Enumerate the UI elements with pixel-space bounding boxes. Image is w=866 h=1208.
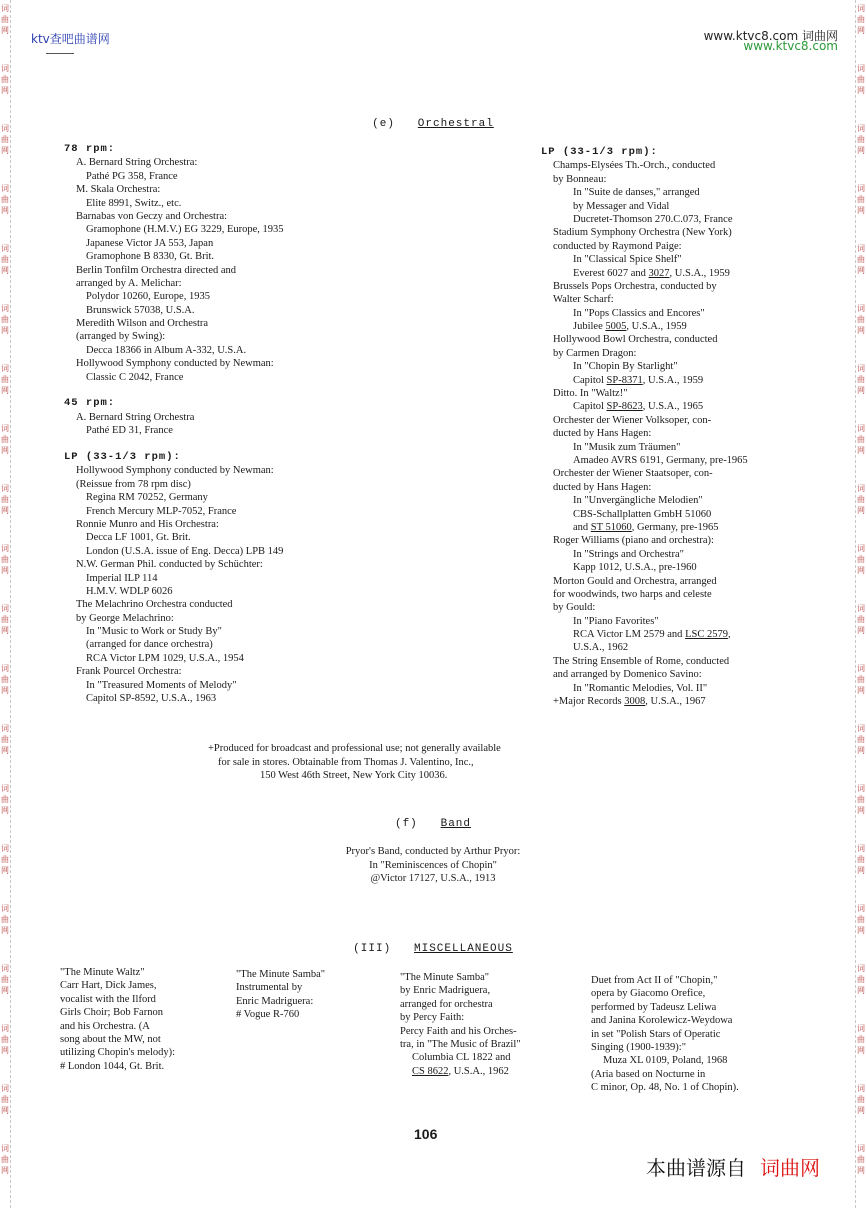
edge-watermark-char: 词 xyxy=(1,4,9,13)
entry-text: , U.S.A., 1959 xyxy=(669,267,730,279)
entry-line: Regina RM 70252, Germany xyxy=(86,492,208,504)
entry-text: Everest 6027 and xyxy=(573,267,649,279)
edge-watermark-char: 词 xyxy=(1,604,9,613)
edge-watermark-char: 词 xyxy=(1,844,9,853)
entry-line: In "Musik zum Träumen" xyxy=(573,441,681,453)
edge-watermark-char: 曲 xyxy=(1,675,9,684)
entry-line: H.M.V. WDLP 6026 xyxy=(86,585,173,597)
edge-watermark-char: 网 xyxy=(857,926,865,935)
entry-line: Hollywood Symphony conducted by Newman: xyxy=(76,465,274,477)
entry-text: , xyxy=(727,629,731,641)
entry-line: by Messager and Vidal xyxy=(573,200,670,212)
catalog-number: 3027 xyxy=(648,267,670,279)
footnote-line: +Produced for broadcast and professional use; not generally available xyxy=(208,743,501,754)
edge-watermark-char: 网 xyxy=(857,266,865,275)
edge-watermark-char: 网 xyxy=(1,806,9,815)
edge-watermark-char: 词 xyxy=(1,664,9,673)
edge-watermark-char: 网 xyxy=(1,1166,9,1175)
edge-watermark-char: 词 xyxy=(1,424,9,433)
entry-line: In "Romantic Melodies, Vol. II" xyxy=(573,682,708,694)
edge-watermark-char: 网 xyxy=(1,326,9,335)
edge-watermark-char: 曲 xyxy=(857,315,865,324)
entry-text: , U.S.A., 1959 xyxy=(626,321,687,333)
edge-watermark-char: 词 xyxy=(857,4,865,13)
entry-line: Gramophone (H.M.V.) EG 3229, Europe, 1935 xyxy=(86,224,284,236)
edge-watermark-char: 词 xyxy=(857,1024,865,1033)
band-line: @Victor 17127, U.S.A., 1913 xyxy=(370,873,496,885)
edge-watermark-char: 曲 xyxy=(857,615,865,624)
entry-line xyxy=(541,320,748,333)
entry-line: and arranged by Domenico Savino: xyxy=(553,669,702,681)
entry-line: Champs-Elysées Th.-Orch., conducted xyxy=(553,160,716,172)
edge-watermark-char: 词 xyxy=(857,784,865,793)
edge-watermark-char: 曲 xyxy=(1,855,9,864)
edge-watermark-char: 网 xyxy=(857,626,865,635)
entry-line: Orchester der Wiener Volksoper, con- xyxy=(553,414,712,426)
entry-line: Classic C 2042, France xyxy=(86,371,184,383)
watermark-bottom-brand: 词曲网 xyxy=(760,1156,820,1180)
misc-line: arranged for orchestra xyxy=(400,998,493,1010)
entry-line: Hollywood Bowl Orchestra, conducted xyxy=(553,334,718,346)
entry-line: The Melachrino Orchestra conducted xyxy=(76,599,233,611)
entry-line: In "Music to Work or Study By" xyxy=(86,626,222,638)
entry-text: and xyxy=(573,521,591,533)
edge-watermark-char: 曲 xyxy=(857,375,865,384)
misc-entry-1 xyxy=(60,966,175,1073)
edge-watermark-char: 网 xyxy=(1,206,9,215)
edge-watermark-char: 曲 xyxy=(1,795,9,804)
group-heading-lp: LP (33-1/3 rpm): xyxy=(64,450,181,463)
page-number: 106 xyxy=(414,1126,438,1142)
edge-watermark-char: 网 xyxy=(857,686,865,695)
edge-watermark-char: 词 xyxy=(857,724,865,733)
entry-line: Pathé PG 358, France xyxy=(86,170,178,182)
edge-watermark-char: 曲 xyxy=(1,915,9,924)
edge-watermark-char: 曲 xyxy=(857,255,865,264)
edge-watermark-char: 词 xyxy=(1,244,9,253)
catalog-number: SP-8623 xyxy=(606,401,643,413)
entry-line: Berlin Tonfilm Orchestra directed and xyxy=(76,264,237,276)
misc-line: C minor, Op. 48, No. 1 of Chopin). xyxy=(591,1082,739,1094)
misc-line xyxy=(400,1065,521,1078)
edge-watermark-char: 词 xyxy=(1,1084,9,1093)
misc-line: Enric Madriguera: xyxy=(236,995,314,1007)
edge-watermark-char: 曲 xyxy=(1,255,9,264)
entry-line: The String Ensemble of Rome, conducted xyxy=(553,655,730,667)
misc-line: Duet from Act II of "Chopin," xyxy=(591,975,718,986)
misc-line: Percy Faith and his Orches- xyxy=(400,1025,517,1037)
entry-line: Brunswick 57038, U.S.A. xyxy=(86,304,195,316)
entry-line: French Mercury MLP-7052, France xyxy=(86,505,237,517)
edge-watermark-char: 曲 xyxy=(1,1155,9,1164)
edge-watermark-char: 网 xyxy=(1,146,9,155)
edge-watermark-char: 网 xyxy=(857,326,865,335)
entry-text: , U.S.A., 1965 xyxy=(642,401,704,413)
misc-line: opera by Giacomo Orefice, xyxy=(591,988,706,1000)
misc-line: utilizing Chopin's melody): xyxy=(60,1047,176,1059)
misc-line: tra, in "The Music of Brazil" xyxy=(400,1038,521,1050)
entry-line: by Carmen Dragon: xyxy=(553,347,637,359)
entry-line: Pathé ED 31, France xyxy=(86,425,173,437)
edge-watermark-char: 网 xyxy=(1,926,9,935)
entry-line: Gramophone B 8330, Gt. Brit. xyxy=(86,251,215,263)
edge-watermark-char: 词 xyxy=(857,304,865,313)
edge-watermark-char: 曲 xyxy=(1,1035,9,1044)
watermark-bottom xyxy=(646,1152,820,1181)
entry-line: Hollywood Symphony conducted by Newman: xyxy=(76,358,274,370)
edge-watermark-char: 曲 xyxy=(1,555,9,564)
entry-line: Kapp 1012, U.S.A., pre-1960 xyxy=(573,562,697,574)
edge-watermark-char: 词 xyxy=(1,1144,9,1153)
entry-line: In "Classical Spice Shelf" xyxy=(573,254,682,266)
edge-watermark-char: 词 xyxy=(1,964,9,973)
edge-watermark-char: 网 xyxy=(857,206,865,215)
edge-watermark-char: 曲 xyxy=(857,975,865,984)
entry-line: Meredith Wilson and Orchestra xyxy=(76,318,209,330)
entry-line: RCA Victor LPM 1029, U.S.A., 1954 xyxy=(86,652,244,664)
edge-watermark-char: 网 xyxy=(1,986,9,995)
edge-watermark-char: 曲 xyxy=(1,1095,9,1104)
catalog-number: 5005 xyxy=(605,321,627,333)
misc-entry-4 xyxy=(591,974,739,1095)
edge-watermark-char: 词 xyxy=(857,484,865,493)
edge-watermark-char: 词 xyxy=(857,1144,865,1153)
edge-watermark-char: 网 xyxy=(1,626,9,635)
entry-text: , Germany, pre-1965 xyxy=(631,521,719,533)
edge-watermark-char: 词 xyxy=(857,544,865,553)
entry-line: Orchester der Wiener Staatsoper, con- xyxy=(553,468,713,480)
misc-line: performed by Tadeusz Leliwa xyxy=(591,1001,717,1013)
entry-line xyxy=(541,374,748,387)
edge-watermark-char: 曲 xyxy=(857,1155,865,1164)
edge-watermark-char: 网 xyxy=(857,386,865,395)
edge-watermark-char: 曲 xyxy=(1,15,9,24)
edge-watermark-char: 网 xyxy=(857,506,865,515)
edge-watermark-char: 词 xyxy=(1,1024,9,1033)
entry-line: Roger Williams (piano and orchestra): xyxy=(553,535,714,547)
edge-watermark-char: 词 xyxy=(1,784,9,793)
misc-line: by Enric Madriguera, xyxy=(400,985,491,997)
edge-watermark-char: 词 xyxy=(857,244,865,253)
entry-line: London (U.S.A. issue of Eng. Decca) LPB 149 xyxy=(86,545,284,557)
entry-line: A. Bernard String Orchestra xyxy=(76,411,195,423)
entry-line xyxy=(541,521,748,534)
section-e-title: Orchestral xyxy=(417,118,494,130)
entry-line: In "Strings and Orchestra" xyxy=(573,548,684,560)
entry-text: RCA Victor LM 2579 and xyxy=(573,629,686,641)
edge-watermark-char: 词 xyxy=(1,484,9,493)
edge-watermark-char: 词 xyxy=(1,124,9,133)
edge-watermark-char: 曲 xyxy=(857,495,865,504)
misc-line: # London 1044, Gt. Brit. xyxy=(60,1060,165,1072)
edge-watermark-char: 词 xyxy=(1,544,9,553)
entry-line: In "Unvergängliche Melodien" xyxy=(573,495,703,507)
edge-watermark-char: 曲 xyxy=(857,75,865,84)
misc-line: and Janina Korolewicz-Weydowa xyxy=(591,1015,733,1027)
header-rule xyxy=(46,53,74,54)
misc-line: Columbia CL 1822 and xyxy=(412,1052,511,1064)
edge-watermark-char: 网 xyxy=(857,806,865,815)
edge-watermark-char: 曲 xyxy=(857,675,865,684)
entry-line: N.W. German Phil. conducted by Schüchter: xyxy=(76,559,263,571)
section-iii-heading xyxy=(0,943,866,955)
edge-watermark-char: 网 xyxy=(1,1046,9,1055)
edge-watermark-char: 网 xyxy=(857,1166,865,1175)
entry-text: Jubilee xyxy=(573,321,606,333)
misc-line: Carr Hart, Dick James, xyxy=(60,980,157,992)
edge-watermark-char: 网 xyxy=(857,866,865,875)
edge-watermark-char: 网 xyxy=(1,26,9,35)
entry-line: Frank Pourcel Orchestra: xyxy=(76,666,182,678)
edge-watermark-char: 词 xyxy=(857,364,865,373)
section-iii-prefix: (III) xyxy=(353,943,392,955)
misc-line: Girls Choir; Bob Farnon xyxy=(60,1007,163,1019)
edge-watermark-char: 曲 xyxy=(857,1035,865,1044)
entry-line: Ducretet-Thomson 270.C.073, France xyxy=(573,213,733,225)
edge-watermark-char: 词 xyxy=(1,304,9,313)
misc-line: song about the MW, not xyxy=(60,1033,161,1045)
edge-watermark-char: 曲 xyxy=(1,75,9,84)
entry-text: , U.S.A., 1967 xyxy=(645,696,706,708)
edge-watermark-char: 网 xyxy=(1,1106,9,1115)
catalog-number: ST 51060 xyxy=(590,521,632,533)
edge-watermark-char: 曲 xyxy=(1,975,9,984)
edge-watermark-char: 曲 xyxy=(857,135,865,144)
entry-line xyxy=(541,267,748,280)
edge-watermark-char: 词 xyxy=(857,424,865,433)
edge-watermark-char: 网 xyxy=(857,566,865,575)
misc-line: Muza XL 0109, Poland, 1968 xyxy=(603,1055,728,1067)
entry-line: In "Chopin By Starlight" xyxy=(573,361,678,373)
edge-watermark-char: 曲 xyxy=(1,435,9,444)
edge-watermark-char: 曲 xyxy=(857,195,865,204)
entry-text: , U.S.A., 1959 xyxy=(642,374,704,386)
edge-watermark-char: 网 xyxy=(1,746,9,755)
watermark-top-right-text: www.ktvc8.com 词曲网 xyxy=(703,29,838,43)
edge-watermark-char: 词 xyxy=(857,964,865,973)
edge-watermark-char: 曲 xyxy=(857,855,865,864)
edge-watermark-char: 网 xyxy=(1,386,9,395)
edge-watermark-char: 网 xyxy=(857,86,865,95)
entry-line xyxy=(541,695,748,708)
edge-watermark-char: 曲 xyxy=(1,135,9,144)
edge-watermark-char: 网 xyxy=(1,566,9,575)
edge-watermark-char: 词 xyxy=(857,904,865,913)
edge-watermark-char: 网 xyxy=(1,506,9,515)
spacer xyxy=(64,438,284,451)
entry-line: Ditto. In "Waltz!" xyxy=(553,388,628,400)
edge-watermark-char: 曲 xyxy=(1,195,9,204)
entry-text: Capitol xyxy=(573,401,607,413)
section-iii-title: MISCELLANEOUS xyxy=(414,943,513,955)
catalog-number: LSC 2579 xyxy=(685,629,728,641)
band-line: In "Reminiscences of Chopin" xyxy=(369,859,497,871)
entry-line: Capitol SP-8592, U.S.A., 1963 xyxy=(86,693,217,705)
misc-line: Singing (1900-1939):" xyxy=(591,1041,686,1053)
edge-watermark-char: 曲 xyxy=(1,495,9,504)
misc-text: , U.S.A., 1962 xyxy=(448,1065,509,1077)
entry-line: (arranged by Swing): xyxy=(76,331,166,343)
group-heading-78rpm: 78 rpm: xyxy=(64,143,116,155)
edge-watermark-char: 网 xyxy=(857,146,865,155)
misc-entry-2 xyxy=(236,968,325,1022)
edge-watermark-char: 曲 xyxy=(857,1095,865,1104)
edge-watermark-char: 词 xyxy=(1,64,9,73)
misc-line: Instrumental by xyxy=(236,982,303,994)
watermark-top-right-sub: www.ktvc8.com xyxy=(743,39,838,53)
edge-watermark-char: 曲 xyxy=(1,735,9,744)
misc-line: vocalist with the Ilford xyxy=(60,993,156,1005)
entry-line: In "Suite de danses," arranged xyxy=(573,187,700,199)
misc-line: in set "Polish Stars of Operatic xyxy=(591,1028,721,1040)
watermark-bottom-text: 本曲谱源自 xyxy=(646,1156,746,1180)
spacer xyxy=(64,384,284,397)
entry-line: by George Melachrino: xyxy=(76,612,174,624)
edge-watermark-char: 曲 xyxy=(1,615,9,624)
edge-watermark-char: 词 xyxy=(857,1084,865,1093)
edge-watermark-char: 网 xyxy=(1,86,9,95)
misc-line: (Aria based on Nocturne in xyxy=(591,1068,706,1080)
edge-watermark-char: 词 xyxy=(1,904,9,913)
edge-watermark-char: 曲 xyxy=(857,15,865,24)
entry-line: by Gould: xyxy=(553,602,596,614)
edge-watermark-char: 曲 xyxy=(1,375,9,384)
edge-watermark-char: 网 xyxy=(857,1106,865,1115)
band-entry xyxy=(0,845,866,886)
edge-watermark-char: 网 xyxy=(857,1046,865,1055)
entry-line: M. Skala Orchestra: xyxy=(76,184,161,196)
entry-line: for woodwinds, two harps and celeste xyxy=(553,588,712,600)
group-heading-lp-right: LP (33-1/3 rpm): xyxy=(541,146,658,158)
entry-text: +Major Records xyxy=(553,696,625,708)
entry-line: Decca 18366 in Album A-332, U.S.A. xyxy=(86,344,247,356)
entry-line: Barnabas von Geczy and Orchestra: xyxy=(76,210,228,222)
edge-watermark-char: 网 xyxy=(1,446,9,455)
entry-line: In "Pops Classics and Encores" xyxy=(573,307,705,319)
entry-line: Brussels Pops Orchestra, conducted by xyxy=(553,280,717,292)
misc-line: "The Minute Samba" xyxy=(400,972,490,983)
group-heading-45rpm: 45 rpm: xyxy=(64,397,116,410)
catalog-number: CS 8622 xyxy=(412,1065,449,1077)
edge-watermark-char: 网 xyxy=(857,26,865,35)
watermark-top-left: ktv查吧曲谱网 xyxy=(31,32,110,46)
edge-watermark-char: 词 xyxy=(857,604,865,613)
entry-line: Amadeo AVRS 6191, Germany, pre-1965 xyxy=(573,454,748,466)
edge-watermark-char: 词 xyxy=(857,124,865,133)
edge-watermark-char: 词 xyxy=(857,844,865,853)
edge-watermark-char: 网 xyxy=(857,446,865,455)
misc-line: "The Minute Samba" xyxy=(236,969,326,980)
edge-watermark-char: 词 xyxy=(1,724,9,733)
entry-line: Morton Gould and Orchestra, arranged xyxy=(553,575,717,587)
entry-line: Decca LF 1001, Gt. Brit. xyxy=(86,532,191,544)
misc-line: and his Orchestra. (A xyxy=(60,1020,150,1032)
entry-text: Capitol xyxy=(573,374,607,386)
entry-line: ducted by Hans Hagen: xyxy=(553,481,652,493)
entry-line: Polydor 10260, Europe, 1935 xyxy=(86,291,210,303)
entry-line: arranged by A. Melichar: xyxy=(76,277,182,289)
entry-line: Japanese Victor JA 553, Japan xyxy=(86,237,214,249)
edge-watermark-char: 曲 xyxy=(857,555,865,564)
entry-line: Walter Scharf: xyxy=(553,294,614,306)
section-e-heading xyxy=(0,118,866,130)
entry-line: (arranged for dance orchestra) xyxy=(86,639,213,651)
edge-watermark-char: 词 xyxy=(857,64,865,73)
entry-line: Stadium Symphony Orchestra (New York) xyxy=(553,227,732,239)
watermark-top-right xyxy=(704,27,838,53)
entry-line xyxy=(541,628,748,641)
edge-watermark-char: 曲 xyxy=(857,795,865,804)
entry-line: In "Piano Favorites" xyxy=(573,615,659,627)
catalog-number: 3008 xyxy=(624,696,646,708)
edge-watermark-char: 网 xyxy=(857,986,865,995)
entry-line: conducted by Raymond Paige: xyxy=(553,240,682,252)
entry-line: In "Treasured Moments of Melody" xyxy=(86,679,237,691)
edge-watermark-char: 曲 xyxy=(857,435,865,444)
footnote xyxy=(208,742,501,783)
edge-watermark-char: 曲 xyxy=(1,315,9,324)
misc-line: # Vogue R-760 xyxy=(236,1009,300,1021)
entry-line: Imperial ILP 114 xyxy=(86,572,158,584)
section-f-prefix: (f) xyxy=(394,818,418,830)
band-line: Pryor's Band, conducted by Arthur Pryor: xyxy=(345,846,521,857)
misc-line: by Percy Faith: xyxy=(400,1012,465,1024)
edge-watermark-char: 词 xyxy=(1,364,9,373)
catalog-number: SP-8371 xyxy=(606,374,643,386)
edge-watermark-char: 词 xyxy=(1,184,9,193)
entry-line: A. Bernard String Orchestra: xyxy=(76,157,198,169)
entry-line: Elite 8991, Switz., etc. xyxy=(86,197,182,209)
edge-watermark-char: 词 xyxy=(857,664,865,673)
misc-line: "The Minute Waltz" xyxy=(60,967,145,978)
section-f-title: Band xyxy=(440,818,472,830)
edge-watermark-char: 曲 xyxy=(857,915,865,924)
section-f-heading xyxy=(0,818,866,830)
edge-watermark-char: 网 xyxy=(1,866,9,875)
right-column xyxy=(541,146,748,708)
misc-entry-3 xyxy=(400,971,521,1078)
entry-line: U.S.A., 1962 xyxy=(573,642,629,654)
entry-line: (Reissue from 78 rpm disc) xyxy=(76,478,191,490)
edge-watermark-char: 网 xyxy=(857,746,865,755)
section-e-prefix: (e) xyxy=(372,118,395,130)
footnote-line: for sale in stores. Obtainable from Thomas J. Valentino, Inc., xyxy=(218,756,474,768)
entry-line: Ronnie Munro and His Orchestra: xyxy=(76,518,219,530)
edge-watermark-char: 网 xyxy=(1,266,9,275)
footnote-line: 150 West 46th Street, New York City 10036. xyxy=(260,770,448,782)
entry-line xyxy=(541,400,748,413)
entry-line: CBS-Schallplatten GmbH 51060 xyxy=(573,508,712,520)
entry-line: by Bonneau: xyxy=(553,173,607,185)
edge-watermark-char: 曲 xyxy=(857,735,865,744)
edge-watermark-char: 网 xyxy=(1,686,9,695)
entry-line: ducted by Hans Hagen: xyxy=(553,428,652,440)
left-column xyxy=(64,143,284,705)
edge-watermark-char: 词 xyxy=(857,184,865,193)
